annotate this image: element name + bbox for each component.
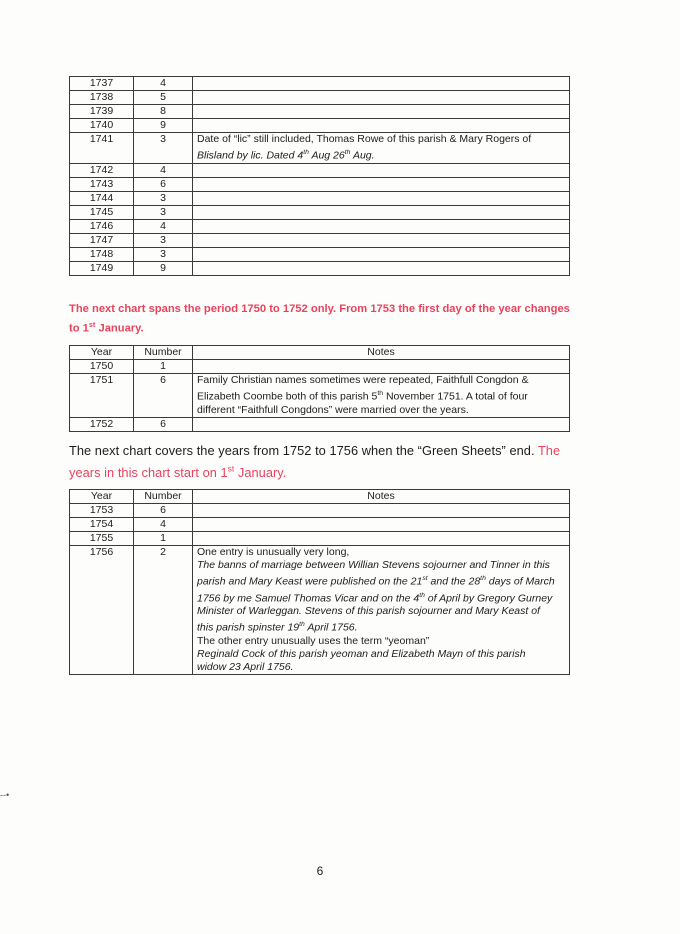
cell-number: 8 <box>134 105 193 119</box>
note-line: Minister of Warleggan. Stevens of this parish sojourner and Mary Keast of <box>197 605 540 617</box>
cell-year: 1754 <box>70 518 134 532</box>
note-line: The other entry unusually uses the term “yeoman” <box>197 634 430 647</box>
cell-notes <box>193 417 570 431</box>
cell-number: 6 <box>134 177 193 191</box>
marriage-table-1750-1752 <box>69 345 570 432</box>
cell-year: 1744 <box>70 191 134 205</box>
cell-year: 1756 <box>70 546 134 675</box>
header-notes: Notes <box>193 490 570 504</box>
table-row <box>70 91 570 105</box>
note-line: widow 23 April 1756. <box>197 660 294 673</box>
note-line: One entry is unusually very long, <box>197 546 350 558</box>
table-body <box>70 504 570 675</box>
cell-number: 2 <box>134 546 193 675</box>
header-number: Number <box>134 490 193 504</box>
header-year: Year <box>70 346 134 360</box>
cell-number: 1 <box>134 360 193 374</box>
cell-notes <box>193 105 570 119</box>
table-row <box>70 504 570 518</box>
cell-number: 4 <box>134 219 193 233</box>
cell-number: 4 <box>134 163 193 177</box>
cell-year: 1747 <box>70 233 134 247</box>
ordinal-suffix: th <box>480 575 486 582</box>
note-line: Date of “lic” still included, Thomas Rowe of this parish & Mary Rogers of <box>197 133 532 145</box>
table-row <box>70 532 570 546</box>
cell-number: 9 <box>134 261 193 275</box>
cell-number: 3 <box>134 233 193 247</box>
section-note-1752-1756 <box>69 441 574 482</box>
table-row <box>70 546 570 675</box>
cell-notes <box>193 119 570 133</box>
cell-year: 1740 <box>70 119 134 133</box>
cell-notes <box>193 163 570 177</box>
cell-notes <box>193 233 570 247</box>
cell-notes <box>193 532 570 546</box>
cell-year: 1741 <box>70 133 134 164</box>
cell-number: 3 <box>134 191 193 205</box>
cell-number: 3 <box>134 133 193 164</box>
note-line: Blisland by lic. Dated 4th Aug 26th Aug. <box>197 149 375 162</box>
cell-notes <box>193 261 570 275</box>
para-text-red: The years in this chart start on 1st January. <box>69 443 561 481</box>
marriage-table-1737-1749 <box>69 76 570 276</box>
table-row <box>70 177 570 191</box>
table-row <box>70 77 570 91</box>
cell-year: 1749 <box>70 261 134 275</box>
cell-year: 1739 <box>70 105 134 119</box>
cell-number: 6 <box>134 417 193 431</box>
table-header-row <box>70 490 570 504</box>
cell-number: 4 <box>134 77 193 91</box>
cell-notes <box>193 191 570 205</box>
ordinal-suffix: st <box>227 464 235 474</box>
table-row <box>70 133 570 164</box>
margin-mark: --• <box>0 790 10 800</box>
table-body <box>70 77 570 276</box>
ordinal-suffix: th <box>344 149 351 156</box>
ordinal-suffix: th <box>419 591 425 599</box>
cell-number: 6 <box>134 504 193 518</box>
table-row <box>70 191 570 205</box>
header-year: Year <box>70 490 134 504</box>
cell-year: 1745 <box>70 205 134 219</box>
table-row <box>70 417 570 431</box>
cell-number: 3 <box>134 247 193 261</box>
note-line: Family Christian names sometimes were repeated, Faithfull Congdon & <box>197 374 529 386</box>
cell-number: 3 <box>134 205 193 219</box>
cell-year: 1737 <box>70 77 134 91</box>
note-line: 1756 by me Samuel Thomas Vicar and on the 4th of April by Gregory Gurney <box>197 591 553 604</box>
table-row <box>70 360 570 374</box>
cell-number: 6 <box>134 374 193 418</box>
header-notes: Notes <box>193 346 570 360</box>
cell-notes <box>193 247 570 261</box>
ordinal-suffix: th <box>377 390 384 397</box>
cell-notes <box>193 77 570 91</box>
cell-year: 1753 <box>70 504 134 518</box>
table-body <box>70 360 570 432</box>
para-text-black: The next chart covers the years from 1752 to 1756 when the “Green Sheets” end. <box>69 443 535 458</box>
table-row <box>70 374 570 418</box>
table-row <box>70 233 570 247</box>
cell-year: 1750 <box>70 360 134 374</box>
cell-number: 9 <box>134 119 193 133</box>
table-row <box>70 518 570 532</box>
cell-notes <box>193 374 570 418</box>
cell-notes <box>193 546 570 675</box>
cell-notes <box>193 518 570 532</box>
note-line: Elizabeth Coombe both of this parish 5th November 1751. A total of four <box>197 390 528 403</box>
cell-year: 1752 <box>70 417 134 431</box>
cell-number: 5 <box>134 91 193 105</box>
table-row <box>70 119 570 133</box>
note-line: parish and Mary Keast were published on the 21st and the 28th days of March <box>197 575 555 588</box>
ordinal-suffix: st <box>422 575 428 582</box>
cell-notes <box>193 360 570 374</box>
marriage-table-1753-1756 <box>69 489 570 675</box>
cell-year: 1746 <box>70 219 134 233</box>
page-number: 6 <box>316 864 324 878</box>
note-line: this parish spinster 19th April 1756. <box>197 621 358 634</box>
cell-notes <box>193 91 570 105</box>
note-line: different “Faithfull Congdons” were married over the years. <box>197 403 469 416</box>
table-row <box>70 261 570 275</box>
cell-year: 1743 <box>70 177 134 191</box>
table-row <box>70 163 570 177</box>
cell-number: 4 <box>134 518 193 532</box>
cell-year: 1751 <box>70 374 134 418</box>
cell-notes <box>193 504 570 518</box>
header-number: Number <box>134 346 193 360</box>
ordinal-suffix: th <box>299 621 305 628</box>
cell-notes <box>193 205 570 219</box>
table-row <box>70 205 570 219</box>
table-row <box>70 219 570 233</box>
note-line: The banns of marriage between Willian Stevens sojourner and Tinner in this <box>197 559 550 571</box>
cell-notes <box>193 177 570 191</box>
table-row <box>70 247 570 261</box>
table-row <box>70 105 570 119</box>
cell-notes <box>193 219 570 233</box>
ordinal-suffix: th <box>303 149 309 156</box>
cell-year: 1738 <box>70 91 134 105</box>
ordinal-suffix: st <box>88 320 96 329</box>
cell-year: 1742 <box>70 163 134 177</box>
table-header-row <box>70 346 570 360</box>
section-note-1750-1752: The next chart spans the period 1750 to 1752 only. From 1753 the first day of the year changes to 1st January. <box>69 303 570 335</box>
cell-number: 1 <box>134 532 193 546</box>
cell-year: 1755 <box>70 532 134 546</box>
note-line: Reginald Cock of this parish yeoman and Elizabeth Mayn of this parish <box>197 647 526 660</box>
cell-notes <box>193 133 570 164</box>
cell-year: 1748 <box>70 247 134 261</box>
